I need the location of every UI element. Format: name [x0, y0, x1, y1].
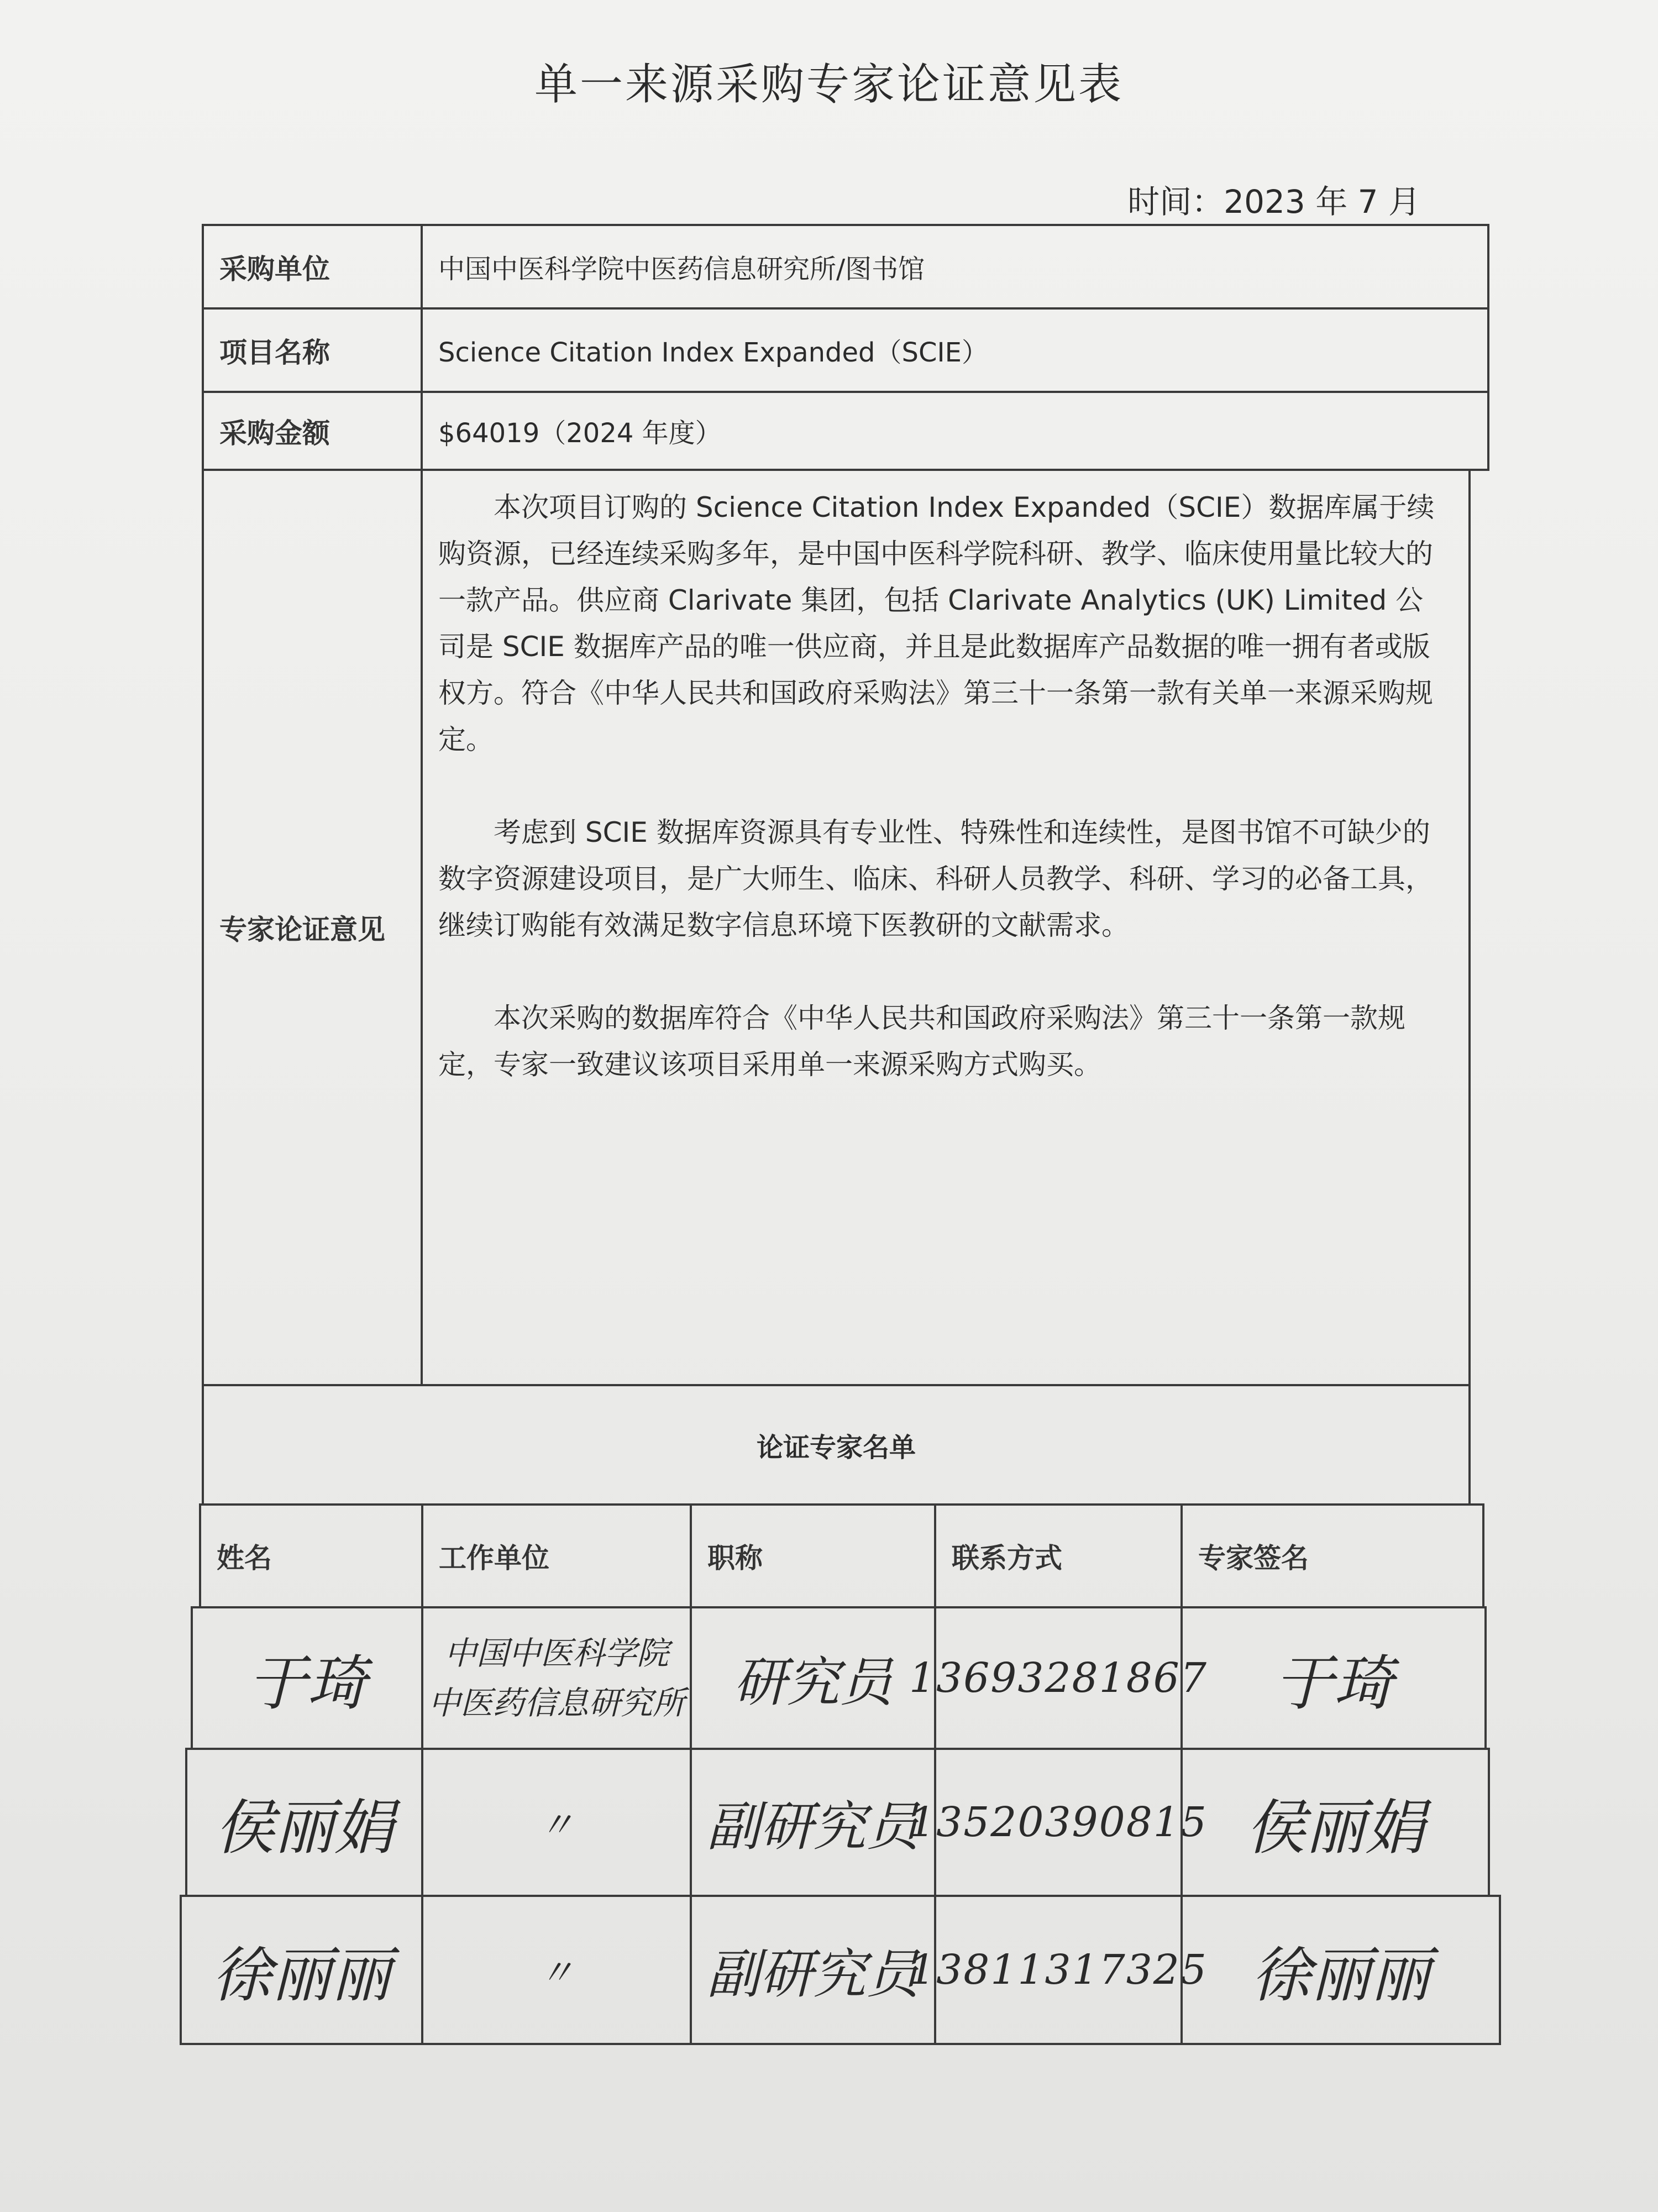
opinion-label: 专家论证意见: [202, 469, 423, 1386]
expert-phone: 13811317325: [934, 1895, 1183, 2045]
document-title: 单一来源采购专家论证意见表: [534, 60, 1124, 109]
opinion-paragraph-2: 考虑到 SCIE 数据库资源具有专业性、特殊性和连续性，是图书馆不可缺少的数字资源建设项目，是广大师生、临床、科研人员教学、科研、学习的必备工具，继续订购能有效满足数字信息环境下医教研的文献需求。: [438, 816, 1433, 941]
col-header-unit: 工作单位: [421, 1503, 692, 1608]
col-header-contact: 联系方式: [934, 1503, 1183, 1608]
expert-phone: 13520390815: [934, 1748, 1183, 1897]
document-date: 时间：2023 年 7 月: [1127, 183, 1420, 221]
expert-title: 副研究员: [690, 1895, 936, 2045]
experts-heading: 论证专家名单: [202, 1384, 1471, 1506]
expert-signature: 侯丽娟: [1180, 1748, 1490, 1897]
expert-signature: 徐丽丽: [1180, 1895, 1501, 2045]
expert-signature: 于琦: [1180, 1606, 1487, 1750]
field-label-amount: 采购金额: [202, 391, 423, 471]
expert-name: 徐丽丽: [180, 1895, 423, 2045]
opinion-text: [421, 469, 1471, 1386]
opinion-paragraph-1: 本次项目订购的 Science Citation Index Expanded（SCIE）数据库属于续购资源，已经连续采购多年，是中国中医科学院科研、教学、临床使用量比较大的一款产品。供应商 Clarivate 集团，包括 Clarivate Analytics (UK) Limited 公司是 SCIE 数据库产品的唯一供应商，并且是此数据库产品数据的唯一拥有者或版权方。符合《中华人民共和国政府采购法》第三十一条第一款有关单一来源采购规定。: [438, 491, 1435, 756]
field-value-amount: $64019（2024 年度）: [421, 391, 1489, 471]
expert-title: 副研究员: [690, 1748, 936, 1897]
expert-name: 侯丽娟: [185, 1748, 423, 1897]
col-header-signature: 专家签名: [1180, 1503, 1484, 1608]
col-header-title: 职称: [690, 1503, 936, 1608]
field-label-unit: 采购单位: [202, 224, 423, 310]
field-label-project: 项目名称: [202, 307, 423, 393]
field-value-project: Science Citation Index Expanded（SCIE）: [421, 307, 1489, 393]
field-value-unit: 中国中医科学院中医药信息研究所/图书馆: [421, 224, 1489, 310]
expert-title: 研究员: [690, 1606, 936, 1750]
expert-unit-line1: 中国中医科学院: [444, 1634, 669, 1672]
expert-unit-line2: 中医药信息研究所: [428, 1684, 685, 1722]
expert-name: 于琦: [191, 1606, 423, 1750]
expert-phone: 13693281867: [934, 1606, 1183, 1750]
col-header-name: 姓名: [199, 1503, 423, 1608]
expert-unit: [421, 1606, 692, 1750]
expert-unit: 〃: [421, 1748, 692, 1897]
opinion-paragraph-3: 本次采购的数据库符合《中华人民共和国政府采购法》第三十一条第一款规定，专家一致建议该项目采用单一来源采购方式购买。: [438, 1002, 1405, 1081]
expert-unit: 〃: [421, 1895, 692, 2045]
